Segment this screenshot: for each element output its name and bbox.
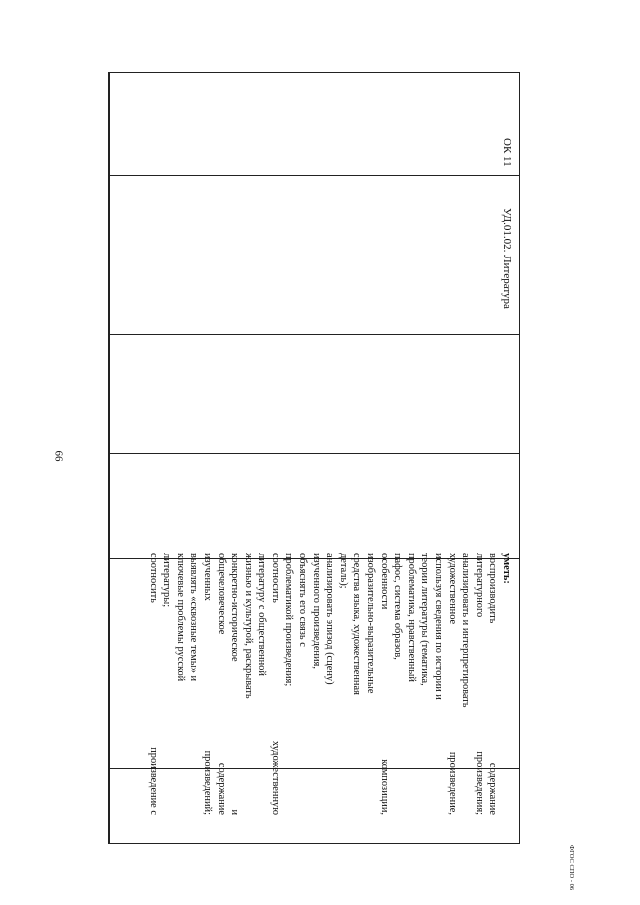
- skills-block: [146, 553, 513, 815]
- skills-line: [486, 553, 500, 815]
- skills-line: [445, 553, 459, 815]
- code-cell-text: ОК 11: [501, 138, 513, 167]
- skills-line-part: содержание: [215, 762, 227, 815]
- skills-line-part: воспроизводить: [487, 553, 499, 624]
- skills-line: [228, 553, 242, 815]
- skills-line: [404, 553, 418, 815]
- skills-line: [255, 553, 269, 815]
- skills-line-part: общечеловеческое: [215, 553, 227, 635]
- skills-line: [241, 553, 255, 815]
- skills-line-part: деталь);: [337, 553, 349, 589]
- skills-line: [431, 553, 445, 815]
- skills-line-part: конкретно-историческое: [229, 553, 241, 662]
- skills-line-part: анализировать и интерпретировать: [460, 553, 472, 708]
- skills-line: [309, 553, 323, 815]
- skills-line: [200, 553, 214, 815]
- skills-line-part: художественную: [269, 740, 281, 815]
- skills-line-part: используя сведения по истории и: [433, 553, 445, 700]
- skills-line-part: проблематика, нравственный: [405, 553, 417, 682]
- skills-line-part: содержание: [487, 762, 499, 815]
- skills-line-part: литературного: [473, 553, 485, 618]
- skills-line-part: художественное: [446, 553, 458, 625]
- skills-line-part: и: [229, 809, 241, 815]
- document-footer: ФГОС СПО - 06: [568, 845, 575, 891]
- skills-line: [377, 553, 391, 815]
- skills-line-part: произведения;: [473, 751, 485, 815]
- skills-heading: уметь:: [501, 553, 512, 584]
- table-line: [109, 453, 519, 454]
- skills-line-part: литературу с общественной: [256, 553, 268, 676]
- page-number: 66: [52, 450, 65, 462]
- table-line: [109, 73, 110, 843]
- discipline-cell-text: УД.01.02. Литература: [501, 208, 513, 309]
- skills-line-part: проблематикой произведения;: [283, 553, 295, 687]
- skills-line-part: соотносить: [147, 553, 159, 603]
- skills-line: [173, 553, 187, 815]
- skills-line-part: особенности: [378, 553, 390, 610]
- skills-line-part: изученных: [201, 553, 213, 601]
- skills-line-part: изобразительно-выразительные: [365, 553, 377, 694]
- skills-line-part: пафос, система образов,: [392, 553, 404, 660]
- skills-line-part: выявлять «сквозные темы» и: [188, 553, 200, 682]
- table-line: [109, 334, 519, 335]
- skills-line-part: соотносить: [269, 553, 281, 603]
- skills-line-part: произведений;: [201, 750, 213, 815]
- skills-line-part: произведение с: [147, 747, 159, 815]
- skills-line: [472, 553, 486, 815]
- skills-line-part: теории литературы (тематика,: [419, 553, 431, 686]
- skills-line: [363, 553, 377, 815]
- skills-line-part: композиции,: [378, 759, 390, 815]
- skills-line-part: средства языка, художественная: [351, 553, 363, 695]
- skills-line: [160, 553, 174, 815]
- skills-line: [323, 553, 337, 815]
- skills-line: [268, 553, 282, 815]
- skills-line-part: ключевые проблемы русской: [174, 553, 186, 682]
- skills-line-part: литературы;: [161, 553, 173, 608]
- skills-line: [282, 553, 296, 815]
- skills-line: [391, 553, 405, 815]
- skills-line: [146, 553, 160, 815]
- skills-line: [459, 553, 473, 815]
- skills-line: [336, 553, 350, 815]
- skills-line: [350, 553, 364, 815]
- skills-line-part: жизнью и культурой, раскрывать: [242, 553, 254, 699]
- table-line: [109, 175, 519, 176]
- skills-line: [296, 553, 310, 815]
- skills-line-part: анализировать эпизод (сцену): [324, 553, 336, 685]
- skills-line-part: объяснять его связь с: [297, 553, 309, 647]
- skills-line-part: изученного произведения,: [310, 553, 322, 669]
- skills-line-part: произведение,: [446, 751, 458, 815]
- skills-line: [418, 553, 432, 815]
- skills-line: [214, 553, 228, 815]
- skills-line: [187, 553, 201, 815]
